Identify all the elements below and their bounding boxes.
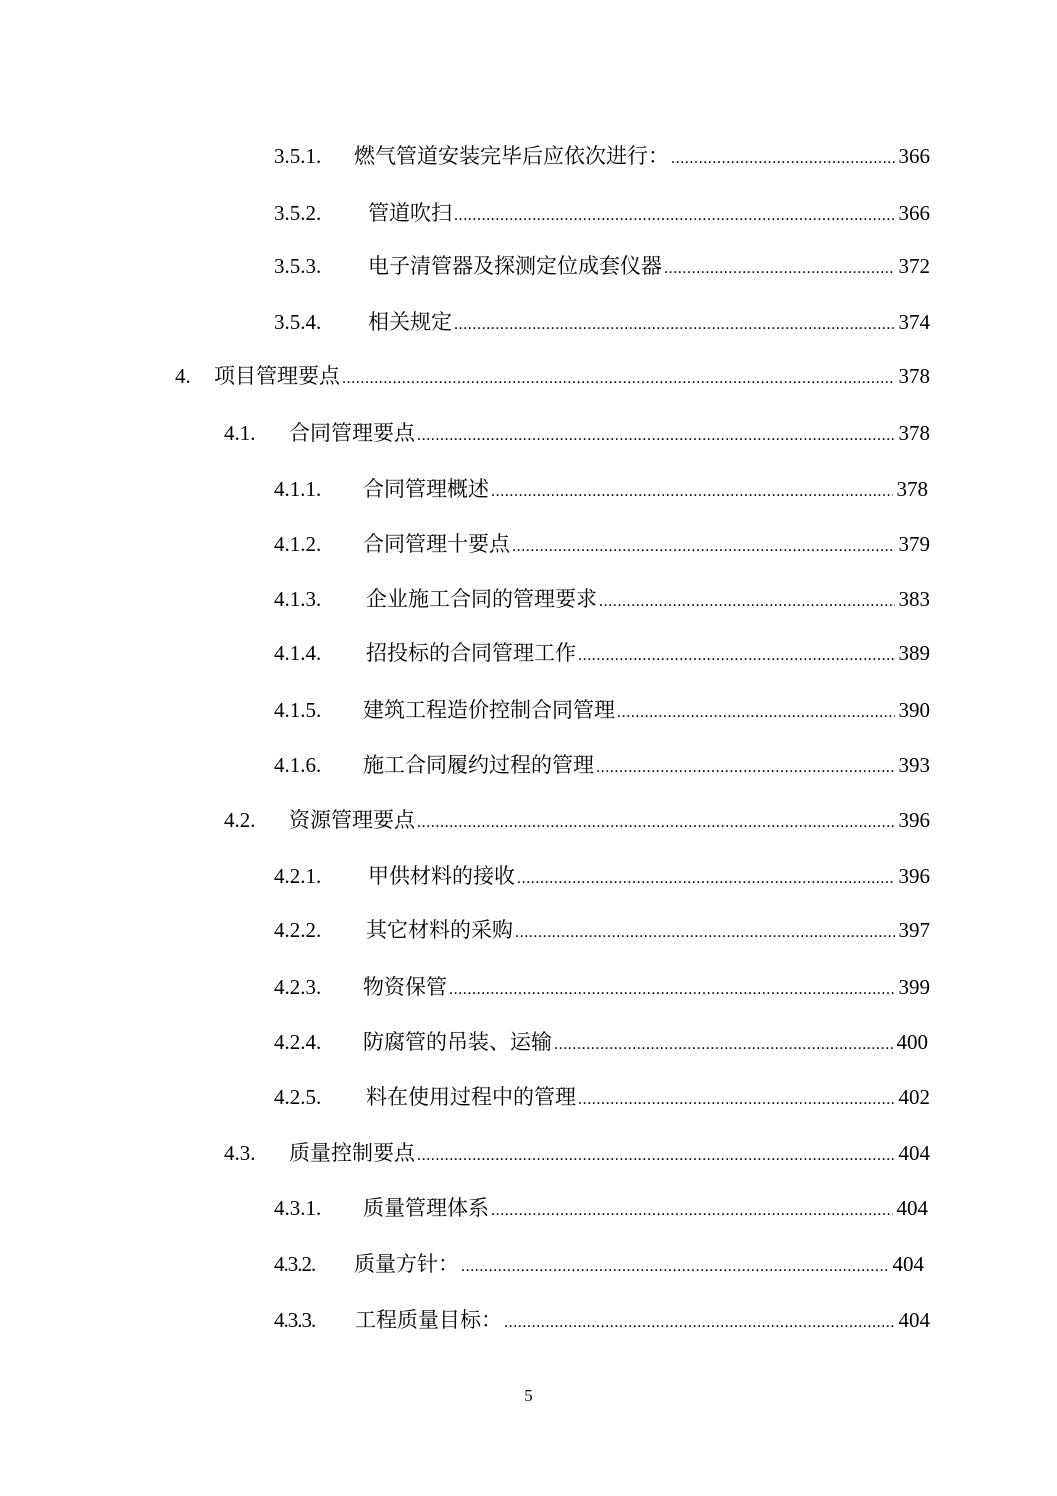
toc-entry-4-3-1[interactable] [274,1193,928,1226]
toc-entry-title: 甲供材料的接收 [368,864,515,888]
toc-entry-4-2-4[interactable] [274,1027,928,1060]
toc-entry-4-2-1[interactable] [274,861,930,894]
toc-entry-4-1[interactable] [224,418,930,451]
toc-entry-page: 378 [896,477,928,501]
toc-entry-number: 4.2.2. [274,918,322,942]
toc-entry-3-5-1[interactable] [274,141,930,174]
toc-entry-title: 管道吹扫 [368,201,452,225]
toc-entry-title: 招投标的合同管理工作 [366,641,576,665]
toc-entry-3-5-4[interactable] [274,307,930,340]
toc-entry-number: 4.1.4. [274,641,322,665]
toc-leader-dots [454,201,895,231]
toc-entry-title: 工程质量目标： [355,1308,502,1332]
toc-entry-4-3-2[interactable] [274,1249,924,1282]
toc-entry-title: 企业施工合同的管理要求 [366,587,597,611]
toc-entry-4-1-5[interactable] [274,695,930,728]
toc-entry-page: 402 [898,1085,930,1109]
toc-leader-dots [417,808,895,838]
toc-entry-page: 379 [898,532,930,556]
toc-entry-title: 合同管理十要点 [363,532,510,556]
toc-entry-page: 366 [898,201,930,225]
toc-entry-page: 399 [898,975,930,999]
toc-entry-page: 378 [898,364,930,388]
toc-entry-number: 4.2. [224,808,256,832]
toc-entry-page: 404 [892,1252,924,1276]
toc-entry-number: 4.3. [224,1141,256,1165]
toc-leader-dots [454,310,895,340]
toc-leader-dots [491,477,893,507]
toc-entry-4-2-3[interactable] [274,972,930,1005]
toc-leader-dots [578,1085,895,1115]
toc-entry-page: 396 [898,808,930,832]
toc-entry-4-2[interactable] [224,805,930,838]
toc-entry-page: 397 [898,918,930,942]
toc-entry-page: 404 [898,1141,930,1165]
toc-entry-title: 燃气管道安装完毕后应依次进行： [354,144,669,168]
toc-leader-dots [578,641,895,671]
toc-entry-title: 其它材料的采购 [366,918,513,942]
toc-leader-dots [342,364,895,394]
toc-entry-4-1-1[interactable] [274,474,928,507]
toc-entry-number: 4.3.2. [274,1252,316,1276]
toc-entry-number: 4.3.1. [274,1196,322,1220]
toc-leader-dots [515,918,895,948]
toc-entry-3-5-2[interactable] [274,198,930,231]
toc-entry-page: 378 [898,421,930,445]
toc-entry-title: 物资保管 [363,975,447,999]
toc-entry-title: 电子清管器及探测定位成套仪器 [368,254,662,278]
toc-leader-dots [617,698,895,728]
toc-leader-dots [504,1308,895,1338]
toc-entry-title: 质量管理体系 [363,1196,489,1220]
toc-leader-dots [512,532,895,562]
toc-entry-4[interactable] [175,361,930,394]
toc-entry-page: 383 [898,587,930,611]
toc-entry-title: 质量控制要点 [289,1141,415,1165]
toc-entry-4-2-2[interactable] [274,915,930,948]
toc-entry-page: 389 [898,641,930,665]
toc-entry-number: 4.2.3. [274,975,322,999]
toc-entry-title: 料在使用过程中的管理 [366,1085,576,1109]
toc-entry-page: 390 [898,698,930,722]
toc-entry-number: 4.2.5. [274,1085,322,1109]
toc-entry-number: 4.1. [224,421,256,445]
toc-leader-dots [664,254,895,284]
toc-entry-number: 3.5.3. [274,254,322,278]
toc-entry-4-1-3[interactable] [274,584,930,617]
toc-entry-page: 393 [898,753,930,777]
toc-leader-dots [491,1196,893,1226]
toc-entry-number: 4. [175,364,191,388]
toc-entry-title: 建筑工程造价控制合同管理 [363,698,615,722]
toc-entry-title: 防腐管的吊装、运输 [363,1030,552,1054]
toc-entry-4-3-3[interactable] [274,1305,930,1338]
toc-entry-4-1-4[interactable] [274,638,930,671]
toc-entry-number: 3.5.2. [274,201,322,225]
toc-entry-number: 4.1.1. [274,477,322,501]
toc-entry-title: 相关规定 [368,310,452,334]
toc-entry-title: 质量方针： [354,1252,459,1276]
toc-entry-page: 374 [898,310,930,334]
toc-entry-page: 372 [898,254,930,278]
toc-entry-number: 3.5.4. [274,310,322,334]
toc-entry-title: 施工合同履约过程的管理 [363,753,594,777]
toc-entry-title: 项目管理要点 [214,364,340,388]
toc-entry-title: 合同管理要点 [289,421,415,445]
toc-entry-page: 404 [896,1196,928,1220]
toc-entry-number: 4.1.2. [274,532,322,556]
toc-leader-dots [461,1252,889,1282]
toc-entry-number: 4.1.5. [274,698,322,722]
toc-entry-number: 4.1.3. [274,587,322,611]
toc-leader-dots [599,587,895,617]
toc-leader-dots [671,144,895,174]
page-number: 5 [524,1386,533,1405]
toc-entry-number: 3.5.1. [274,144,322,168]
toc-entry-page: 400 [896,1030,928,1054]
toc-leader-dots [449,975,895,1005]
toc-leader-dots [517,864,895,894]
toc-leader-dots [417,1141,895,1171]
toc-entry-4-1-6[interactable] [274,750,930,783]
toc-entry-4-2-5[interactable] [274,1082,930,1115]
toc-entry-page: 404 [898,1308,930,1332]
toc-leader-dots [596,753,895,783]
toc-entry-4-3[interactable] [224,1138,930,1171]
toc-entry-title: 资源管理要点 [289,808,415,832]
toc-entry-number: 4.2.4. [274,1030,322,1054]
toc-entry-number: 4.1.6. [274,753,322,777]
toc-entry-number: 4.3.3. [274,1308,316,1332]
toc-leader-dots [554,1030,893,1060]
toc-entry-page: 366 [898,144,930,168]
toc-entry-title: 合同管理概述 [363,477,489,501]
toc-entry-page: 396 [898,864,930,888]
toc-entry-4-1-2[interactable] [274,529,930,562]
toc-entry-number: 4.2.1. [274,864,322,888]
toc-entry-3-5-3[interactable] [274,251,930,284]
toc-leader-dots [417,421,895,451]
